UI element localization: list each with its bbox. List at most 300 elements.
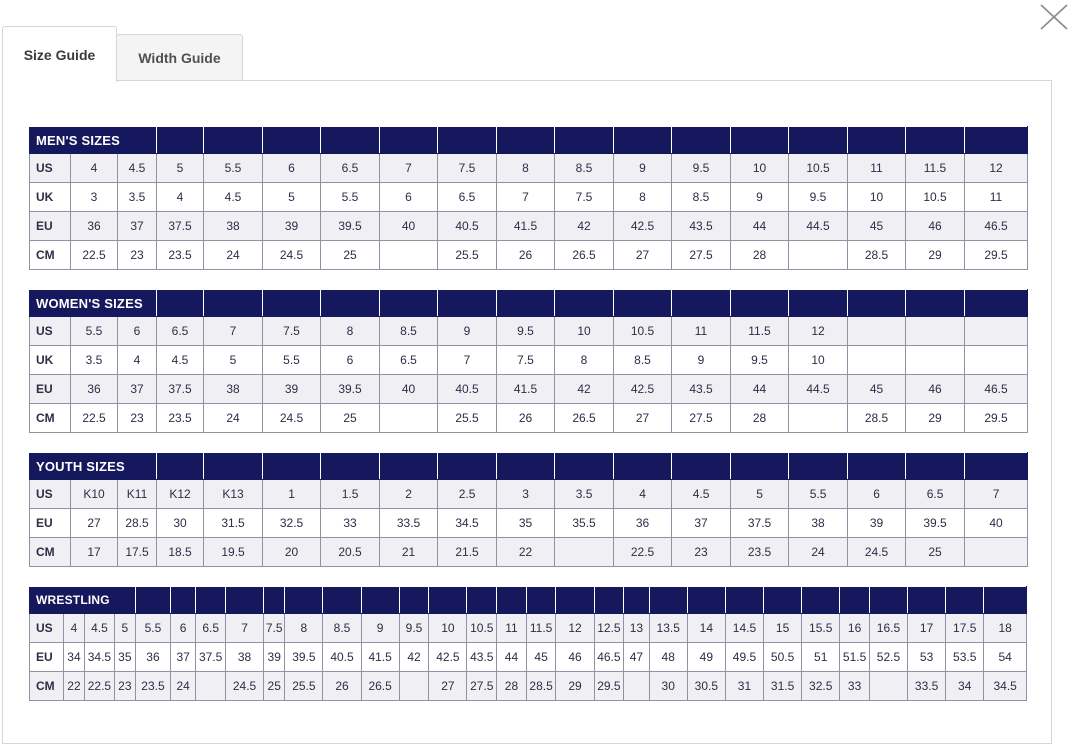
- size-cell: 50.5: [764, 643, 802, 672]
- table-header-row: [30, 453, 1028, 480]
- size-cell: 12: [789, 317, 848, 346]
- size-guide-panel: [2, 80, 1052, 744]
- header-cell: [848, 127, 906, 154]
- header-cell: [731, 453, 789, 480]
- size-cell: [965, 538, 1028, 567]
- size-cell: 27: [71, 509, 118, 538]
- row-label: US: [30, 480, 71, 509]
- size-cell: 6.5: [157, 317, 204, 346]
- size-cell: [906, 346, 965, 375]
- size-cell: 17: [71, 538, 118, 567]
- tab-width-guide[interactable]: Width Guide: [116, 34, 243, 81]
- header-cell: [906, 127, 965, 154]
- size-cell: 9: [731, 183, 789, 212]
- size-cell: 8: [285, 614, 323, 643]
- size-cell: 4.5: [118, 154, 157, 183]
- size-cell: 28.5: [526, 672, 556, 701]
- size-cell: K12: [157, 480, 204, 509]
- size-cell: 31.5: [204, 509, 263, 538]
- size-cell: 6: [321, 346, 380, 375]
- size-cell: 6.5: [196, 614, 226, 643]
- size-cell: 33: [321, 509, 380, 538]
- header-cell: [848, 453, 906, 480]
- size-cell: 8: [555, 346, 614, 375]
- header-cell: [204, 127, 263, 154]
- header-cell: [157, 290, 204, 317]
- size-cell: 52.5: [869, 643, 907, 672]
- size-cell: 10.5: [467, 614, 497, 643]
- table-row: [30, 346, 1028, 375]
- close-button[interactable]: [1036, 2, 1070, 32]
- header-cell: [263, 127, 321, 154]
- size-cell: 42: [555, 212, 614, 241]
- header-cell: [380, 127, 438, 154]
- header-cell: [624, 587, 649, 614]
- size-cell: 24.5: [263, 404, 321, 433]
- size-cell: 3.5: [118, 183, 157, 212]
- size-cell: 54: [984, 643, 1027, 672]
- table-title: WOMEN'S SIZES: [30, 290, 157, 317]
- size-cell: 53.5: [946, 643, 984, 672]
- size-cell: 34.5: [984, 672, 1027, 701]
- row-label: EU: [30, 643, 64, 672]
- size-cell: 9: [614, 154, 672, 183]
- size-cell: 30: [649, 672, 687, 701]
- size-cell: 11: [497, 614, 527, 643]
- size-cell: [869, 672, 907, 701]
- size-cell: [789, 404, 848, 433]
- size-cell: 53: [908, 643, 946, 672]
- size-cell: 40: [965, 509, 1028, 538]
- size-cell: 5: [114, 614, 135, 643]
- header-cell: [614, 127, 672, 154]
- row-label: CM: [30, 672, 64, 701]
- size-cell: 23: [118, 404, 157, 433]
- size-cell: 35.5: [555, 509, 614, 538]
- table-row: [30, 317, 1028, 346]
- header-cell: [204, 290, 263, 317]
- size-cell: [380, 404, 438, 433]
- size-cell: 37: [672, 509, 731, 538]
- youth-sizes-table: [29, 452, 1028, 567]
- header-cell: [226, 587, 264, 614]
- header-cell: [497, 587, 527, 614]
- size-cell: 22.5: [85, 672, 115, 701]
- header-cell: [965, 453, 1028, 480]
- size-cell: 9.5: [672, 154, 731, 183]
- size-cell: 46: [556, 643, 594, 672]
- header-cell: [157, 127, 204, 154]
- header-cell: [263, 453, 321, 480]
- header-cell: [497, 290, 555, 317]
- size-cell: 42: [555, 375, 614, 404]
- size-cell: 21: [380, 538, 438, 567]
- size-cell: 51.5: [840, 643, 870, 672]
- size-cell: 27: [429, 672, 467, 701]
- size-cell: 40: [380, 375, 438, 404]
- size-cell: 40.5: [438, 212, 497, 241]
- header-cell: [789, 290, 848, 317]
- header-cell: [497, 453, 555, 480]
- size-cell: [848, 317, 906, 346]
- size-cell: 22: [497, 538, 555, 567]
- size-cell: 46: [906, 212, 965, 241]
- size-cell: 29.5: [594, 672, 624, 701]
- size-cell: 24.5: [848, 538, 906, 567]
- size-cell: 19.5: [204, 538, 263, 567]
- header-cell: [264, 587, 285, 614]
- size-cell: 21.5: [438, 538, 497, 567]
- size-cell: 11: [965, 183, 1028, 212]
- size-cell: 26.5: [555, 241, 614, 270]
- size-cell: 48: [649, 643, 687, 672]
- size-cell: 45: [526, 643, 556, 672]
- header-cell: [285, 587, 323, 614]
- size-cell: 23.5: [731, 538, 789, 567]
- size-cell: 39.5: [321, 375, 380, 404]
- size-cell: 14: [687, 614, 725, 643]
- header-cell: [321, 127, 380, 154]
- size-cell: 11.5: [906, 154, 965, 183]
- header-cell: [906, 453, 965, 480]
- header-cell: [380, 453, 438, 480]
- size-cell: 23: [672, 538, 731, 567]
- size-cell: 4.5: [85, 614, 115, 643]
- size-cell: [196, 672, 226, 701]
- size-cell: 6.5: [321, 154, 380, 183]
- size-cell: 6: [118, 317, 157, 346]
- size-cell: 37.5: [196, 643, 226, 672]
- header-cell: [672, 290, 731, 317]
- size-cell: K13: [204, 480, 263, 509]
- size-cell: 5.5: [321, 183, 380, 212]
- header-cell: [869, 587, 907, 614]
- size-cell: 22.5: [71, 404, 118, 433]
- size-cell: 39: [263, 375, 321, 404]
- size-cell: 26: [323, 672, 361, 701]
- size-cell: 43.5: [672, 375, 731, 404]
- size-cell: 7.5: [264, 614, 285, 643]
- size-cell: 3.5: [71, 346, 118, 375]
- size-cell: 32.5: [802, 672, 840, 701]
- table-row: [30, 643, 1027, 672]
- size-cell: 37: [170, 643, 195, 672]
- size-cell: 9: [672, 346, 731, 375]
- size-cell: 20.5: [321, 538, 380, 567]
- size-cell: 16: [840, 614, 870, 643]
- size-cell: 45: [848, 375, 906, 404]
- size-cell: 10: [555, 317, 614, 346]
- header-cell: [965, 127, 1028, 154]
- size-cell: 31: [725, 672, 763, 701]
- size-cell: 39.5: [906, 509, 965, 538]
- header-cell: [594, 587, 624, 614]
- size-cell: 8.5: [672, 183, 731, 212]
- size-cell: 4.5: [672, 480, 731, 509]
- size-cell: 37.5: [157, 212, 204, 241]
- size-cell: 4: [118, 346, 157, 375]
- size-cell: 25: [264, 672, 285, 701]
- size-cell: 40.5: [323, 643, 361, 672]
- size-cell: 3: [497, 480, 555, 509]
- header-cell: [672, 453, 731, 480]
- table-row: [30, 375, 1028, 404]
- size-cell: 34.5: [438, 509, 497, 538]
- size-cell: 28.5: [848, 241, 906, 270]
- header-cell: [380, 290, 438, 317]
- size-cell: 23.5: [157, 241, 204, 270]
- header-cell: [196, 587, 226, 614]
- size-cell: 7: [380, 154, 438, 183]
- size-cell: 6.5: [380, 346, 438, 375]
- size-cell: 7.5: [555, 183, 614, 212]
- size-cell: 43.5: [467, 643, 497, 672]
- size-cell: 5.5: [204, 154, 263, 183]
- size-cell: 5.5: [71, 317, 118, 346]
- size-cell: 26.5: [361, 672, 399, 701]
- table-title: MEN'S SIZES: [30, 127, 157, 154]
- header-cell: [731, 290, 789, 317]
- size-cell: 34.5: [85, 643, 115, 672]
- size-cell: 36: [71, 375, 118, 404]
- header-cell: [965, 290, 1028, 317]
- header-cell: [526, 587, 556, 614]
- size-cell: 27: [614, 241, 672, 270]
- size-cell: 38: [789, 509, 848, 538]
- header-cell: [438, 290, 497, 317]
- size-cell: 23.5: [135, 672, 170, 701]
- size-cell: 42.5: [614, 212, 672, 241]
- size-cell: 25.5: [438, 404, 497, 433]
- table-header-row: [30, 587, 1027, 614]
- header-cell: [946, 587, 984, 614]
- table-row: [30, 672, 1027, 701]
- row-label: CM: [30, 241, 71, 270]
- tab-bar: [2, 26, 262, 82]
- size-cell: 27.5: [672, 404, 731, 433]
- size-cell: [906, 317, 965, 346]
- size-cell: 38: [226, 643, 264, 672]
- header-cell: [649, 587, 687, 614]
- size-cell: 46.5: [965, 212, 1028, 241]
- size-cell: 29: [556, 672, 594, 701]
- mens-sizes-table: [29, 126, 1028, 270]
- size-cell: 10: [429, 614, 467, 643]
- size-cell: 23.5: [157, 404, 204, 433]
- size-cell: 42.5: [429, 643, 467, 672]
- table-row: [30, 404, 1028, 433]
- size-cell: 6: [170, 614, 195, 643]
- size-cell: 28: [731, 404, 789, 433]
- size-cell: 37.5: [157, 375, 204, 404]
- size-cell: 44: [731, 375, 789, 404]
- size-cell: 39.5: [285, 643, 323, 672]
- row-label: EU: [30, 212, 71, 241]
- size-cell: [848, 346, 906, 375]
- size-cell: 4: [157, 183, 204, 212]
- size-cell: 8.5: [555, 154, 614, 183]
- wrestling-sizes-table: [29, 586, 1027, 701]
- size-cell: 10: [789, 346, 848, 375]
- size-cell: 1.5: [321, 480, 380, 509]
- size-cell: 24.5: [226, 672, 264, 701]
- size-cell: 29.5: [965, 241, 1028, 270]
- size-cell: 8.5: [380, 317, 438, 346]
- header-cell: [467, 587, 497, 614]
- table-row: [30, 183, 1028, 212]
- size-cell: 38: [204, 375, 263, 404]
- header-cell: [614, 453, 672, 480]
- header-cell: [429, 587, 467, 614]
- womens-sizes-table: [29, 289, 1028, 433]
- size-cell: 28.5: [848, 404, 906, 433]
- header-cell: [361, 587, 399, 614]
- header-cell: [321, 290, 380, 317]
- size-cell: 8.5: [614, 346, 672, 375]
- table-title: WRESTLING: [30, 587, 136, 614]
- size-cell: 47: [624, 643, 649, 672]
- size-cell: 46.5: [594, 643, 624, 672]
- size-cell: [399, 672, 429, 701]
- tab-size-guide[interactable]: Size Guide: [2, 26, 117, 82]
- size-cell: 41.5: [497, 375, 555, 404]
- size-cell: 8: [497, 154, 555, 183]
- size-cell: 40.5: [438, 375, 497, 404]
- size-cell: 27: [614, 404, 672, 433]
- header-cell: [323, 587, 361, 614]
- size-cell: 10: [731, 154, 789, 183]
- header-cell: [555, 127, 614, 154]
- size-cell: 49: [687, 643, 725, 672]
- header-cell: [614, 290, 672, 317]
- size-cell: 23: [114, 672, 135, 701]
- size-cell: 24: [170, 672, 195, 701]
- size-cell: 5.5: [135, 614, 170, 643]
- size-cell: 10.5: [614, 317, 672, 346]
- size-cell: 10: [848, 183, 906, 212]
- size-cell: 11.5: [526, 614, 556, 643]
- row-label: US: [30, 614, 64, 643]
- header-cell: [135, 587, 170, 614]
- table-header-row: [30, 290, 1028, 317]
- size-cell: 12: [556, 614, 594, 643]
- size-cell: 4.5: [204, 183, 263, 212]
- size-cell: 39.5: [321, 212, 380, 241]
- header-cell: [908, 587, 946, 614]
- size-cell: 28: [731, 241, 789, 270]
- size-cell: 29: [906, 404, 965, 433]
- size-cell: 7.5: [438, 154, 497, 183]
- size-cell: 2.5: [438, 480, 497, 509]
- size-cell: 14.5: [725, 614, 763, 643]
- size-cell: 44: [497, 643, 527, 672]
- size-cell: 13: [624, 614, 649, 643]
- size-cell: 4.5: [157, 346, 204, 375]
- size-cell: K11: [118, 480, 157, 509]
- size-cell: 26: [497, 241, 555, 270]
- size-cell: 2: [380, 480, 438, 509]
- size-cell: 5.5: [263, 346, 321, 375]
- size-cell: 22.5: [71, 241, 118, 270]
- size-cell: 28.5: [118, 509, 157, 538]
- size-cell: 9: [361, 614, 399, 643]
- table-row: [30, 614, 1027, 643]
- header-cell: [438, 127, 497, 154]
- size-cell: [965, 317, 1028, 346]
- header-cell: [497, 127, 555, 154]
- size-cell: 49.5: [725, 643, 763, 672]
- table-row: [30, 241, 1028, 270]
- size-cell: 8.5: [323, 614, 361, 643]
- size-cell: 29.5: [965, 404, 1028, 433]
- size-cell: 9: [438, 317, 497, 346]
- size-cell: 41.5: [361, 643, 399, 672]
- size-cell: 22: [63, 672, 84, 701]
- size-cell: [555, 538, 614, 567]
- header-cell: [848, 290, 906, 317]
- size-cell: 24: [789, 538, 848, 567]
- header-cell: [687, 587, 725, 614]
- size-cell: 25: [906, 538, 965, 567]
- size-cell: 30.5: [687, 672, 725, 701]
- table-row: [30, 480, 1028, 509]
- size-cell: 37.5: [731, 509, 789, 538]
- header-cell: [725, 587, 763, 614]
- size-cell: 36: [614, 509, 672, 538]
- header-cell: [555, 290, 614, 317]
- size-cell: 46.5: [965, 375, 1028, 404]
- size-cell: 7: [226, 614, 264, 643]
- size-cell: 33.5: [380, 509, 438, 538]
- size-cell: 9.5: [497, 317, 555, 346]
- size-cell: 11: [848, 154, 906, 183]
- size-cell: 23: [118, 241, 157, 270]
- header-cell: [802, 587, 840, 614]
- size-cell: 31.5: [764, 672, 802, 701]
- row-label: CM: [30, 404, 71, 433]
- size-cell: 4: [614, 480, 672, 509]
- size-cell: 37: [118, 375, 157, 404]
- size-cell: 42.5: [614, 375, 672, 404]
- table-row: [30, 154, 1028, 183]
- size-cell: 39: [848, 509, 906, 538]
- size-cell: 43.5: [672, 212, 731, 241]
- size-cell: 27.5: [672, 241, 731, 270]
- size-cell: 17.5: [118, 538, 157, 567]
- size-cell: 3: [71, 183, 118, 212]
- header-cell: [556, 587, 594, 614]
- header-cell: [170, 587, 195, 614]
- row-label: CM: [30, 538, 71, 567]
- size-cell: 44: [731, 212, 789, 241]
- size-cell: 13.5: [649, 614, 687, 643]
- header-cell: [672, 127, 731, 154]
- row-label: EU: [30, 375, 71, 404]
- size-cell: 7.5: [263, 317, 321, 346]
- size-cell: 7: [438, 346, 497, 375]
- header-cell: [840, 587, 870, 614]
- size-cell: 4: [63, 614, 84, 643]
- size-cell: 15: [764, 614, 802, 643]
- header-cell: [555, 453, 614, 480]
- header-cell: [984, 587, 1027, 614]
- size-cell: 24: [204, 404, 263, 433]
- row-label: UK: [30, 183, 71, 212]
- size-cell: 11: [672, 317, 731, 346]
- table-row: [30, 538, 1028, 567]
- size-cell: 10.5: [906, 183, 965, 212]
- header-cell: [789, 453, 848, 480]
